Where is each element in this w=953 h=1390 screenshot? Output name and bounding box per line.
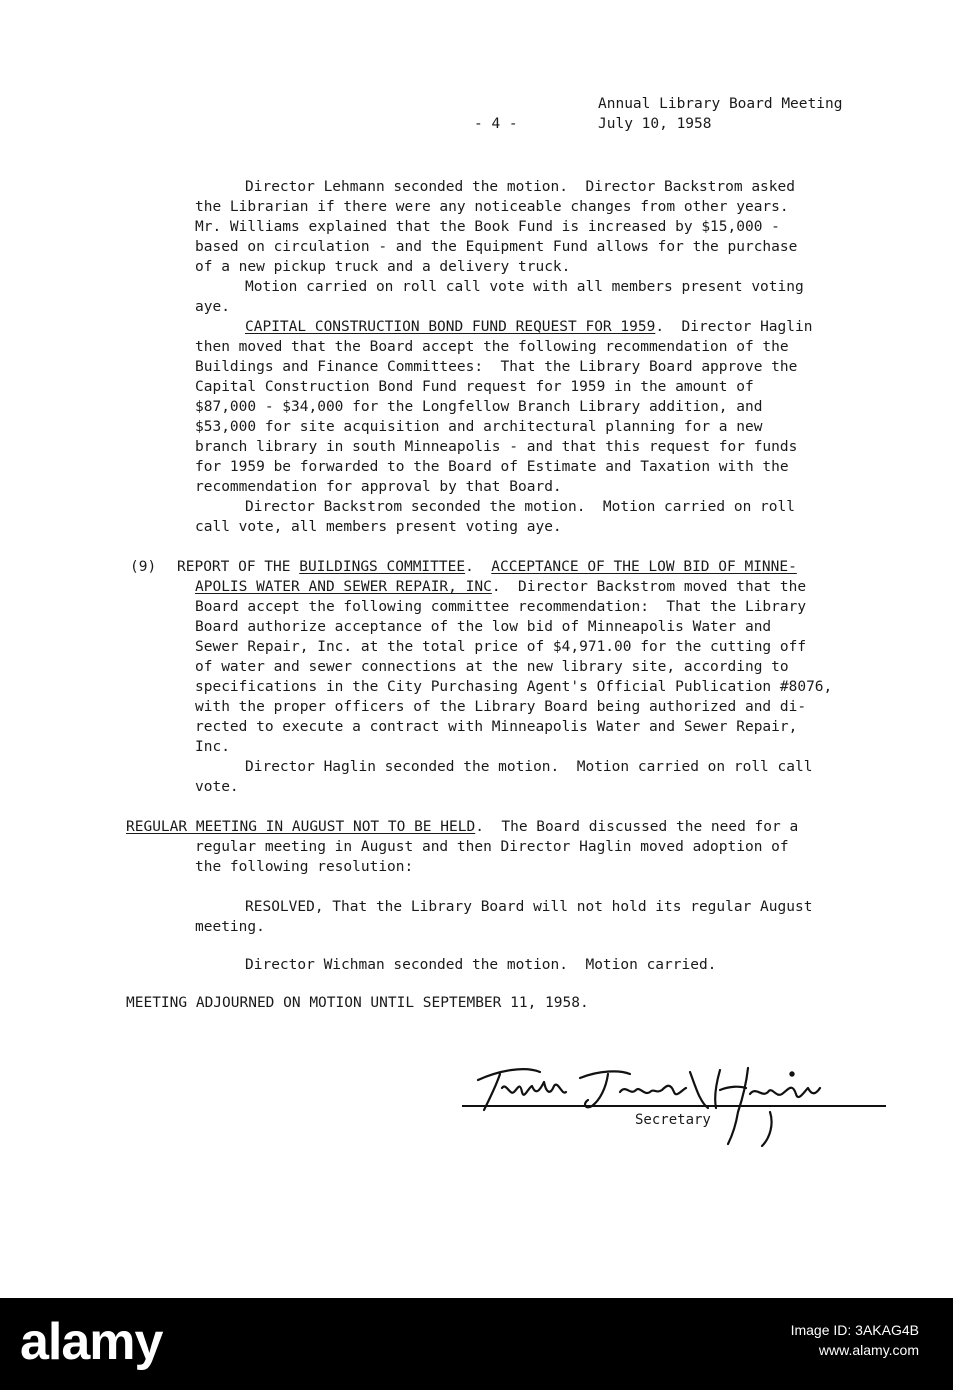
page-number: - 4 - — [474, 116, 518, 132]
document-header — [598, 94, 842, 134]
capital-line: recommendation for approval by that Board. — [195, 479, 562, 495]
item9-second: Director Haglin seconded the motion. Motion carried on roll call — [245, 759, 813, 775]
august-second: Director Wichman seconded the motion. Motion carried. — [245, 957, 717, 973]
meeting-title: Annual Library Board Meeting — [598, 96, 843, 112]
august-line: the following resolution: — [195, 859, 414, 875]
adjourned-line: MEETING ADJOURNED ON MOTION UNTIL SEPTEMBER 11, 1958. — [126, 995, 589, 1011]
capital-line: Buildings and Finance Committees: That the Library Board approve the — [195, 359, 798, 375]
capital-first-line: CAPITAL CONSTRUCTION BOND FUND REQUEST FOR 1959. Director Haglin — [245, 319, 813, 335]
capital-second: Director Backstrom seconded the motion. Motion carried on roll — [245, 499, 795, 515]
item9-line: Board accept the following committee recommendation: That the Library — [195, 599, 807, 615]
item9-line: specifications in the City Purchasing Agent's Official Publication #8076, — [195, 679, 833, 695]
brand-logo: alamy — [20, 1313, 163, 1371]
august-heading: REGULAR MEETING IN AUGUST NOT TO BE HELD — [126, 819, 476, 835]
capital-second: call vote, all members present voting aye. — [195, 519, 562, 535]
buildings-committee-heading: BUILDINGS COMMITTEE — [299, 559, 466, 575]
watermark-footer — [0, 1298, 953, 1390]
body-line: based on circulation - and the Equipment Fund allows for the purchase — [195, 239, 798, 255]
item9-second: vote. — [195, 779, 239, 795]
resolution-text: RESOLVED, That the Library Board will not hold its regular August — [245, 899, 813, 915]
body-line: Director Lehmann seconded the motion. Director Backstrom asked — [245, 179, 795, 195]
august-first-line: REGULAR MEETING IN AUGUST NOT TO BE HELD. The Board discussed the need for a — [126, 819, 799, 835]
handwritten-signature — [470, 1052, 890, 1152]
capital-line: $53,000 for site acquisition and architectural planning for a new — [195, 419, 763, 435]
capital-line: branch library in south Minneapolis - and that this request for funds — [195, 439, 798, 455]
secretary-label: Secretary — [635, 1112, 711, 1128]
item9-line: of water and sewer connections at the new library site, according to — [195, 659, 789, 675]
site-url: www.alamy.com — [818, 1342, 919, 1358]
body-line: of a new pickup truck and a delivery truck. — [195, 259, 571, 275]
item-number: (9) — [130, 559, 157, 575]
low-bid-heading: ACCEPTANCE OF THE LOW BID OF MINNE- — [491, 559, 797, 575]
body-line: the Librarian if there were any noticeable changes from other years. — [195, 199, 789, 215]
capital-line: Capital Construction Bond Fund request for 1959 in the amount of — [195, 379, 754, 395]
image-info — [791, 1320, 919, 1360]
low-bid-heading-cont: APOLIS WATER AND SEWER REPAIR, INC — [195, 579, 492, 595]
body-line: Mr. Williams explained that the Book Fund is increased by $15,000 - — [195, 219, 780, 235]
resolution-text: meeting. — [195, 919, 265, 935]
capital-line: for 1959 be forwarded to the Board of Estimate and Taxation with the — [195, 459, 789, 475]
item9-line: rected to execute a contract with Minneapolis Water and Sewer Repair, — [195, 719, 798, 735]
item9-second-line: APOLIS WATER AND SEWER REPAIR, INC. Director Backstrom moved that the — [195, 579, 807, 595]
capital-heading: CAPITAL CONSTRUCTION BOND FUND REQUEST FOR 1959 — [245, 319, 656, 335]
meeting-date: July 10, 1958 — [598, 116, 712, 132]
item9-first-line: REPORT OF THE BUILDINGS COMMITTEE. ACCEPTANCE OF THE LOW BID OF MINNE- — [177, 559, 797, 575]
item9-line: Sewer Repair, Inc. at the total price of $4,971.00 for the cutting off — [195, 639, 807, 655]
signature-line — [462, 1105, 886, 1107]
item9-line: Board authorize acceptance of the low bid of Minneapolis Water and — [195, 619, 772, 635]
capital-line: then moved that the Board accept the following recommendation of the — [195, 339, 789, 355]
capital-line: $87,000 - $34,000 for the Longfellow Branch Library addition, and — [195, 399, 763, 415]
item9-line: Inc. — [195, 739, 230, 755]
item9-line: with the proper officers of the Library Board being authorized and di- — [195, 699, 807, 715]
august-line: regular meeting in August and then Director Haglin moved adoption of — [195, 839, 789, 855]
body-line: aye. — [195, 299, 230, 315]
body-line: Motion carried on roll call vote with all members present voting — [245, 279, 804, 295]
image-id: Image ID: 3AKAG4B — [790, 1322, 919, 1338]
